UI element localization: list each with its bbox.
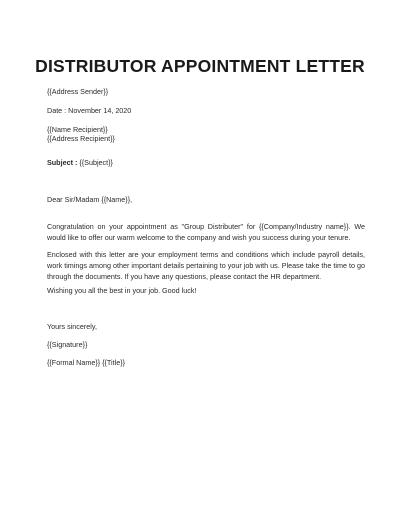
subject-value: {{Subject}} bbox=[77, 158, 113, 167]
date-line: Date : November 14, 2020 bbox=[47, 106, 132, 115]
signature-placeholder: {{Signature}} bbox=[47, 340, 88, 349]
salutation: Dear Sir/Madam {{Name}}, bbox=[47, 195, 133, 204]
paragraph-enclosed-terms: Enclosed with this letter are your employment terms and conditions which include payroll details, work timings among other important details pertaining to your job with us. Please take the time to go through the documents. If you have any questions, please contact the HR department. bbox=[47, 250, 365, 281]
document-title: DISTRIBUTOR APPOINTMENT LETTER bbox=[35, 56, 365, 76]
subject-label: Subject : bbox=[47, 158, 78, 167]
closing: Yours sincerely, bbox=[47, 322, 97, 331]
subject-line bbox=[47, 158, 113, 167]
name-recipient: {{Name Recipient}} bbox=[47, 125, 108, 134]
address-sender: {{Address Sender}} bbox=[47, 87, 109, 96]
formal-name-title: {{Formal Name}} {{Title}} bbox=[47, 358, 126, 367]
paragraph-appointment: Congratulation on your appointment as "Group Distributer" for {{Company/Industry name}}. We would like to offer our warm welcome to the company and wish you success during your tenure. bbox=[47, 222, 365, 242]
paragraph-good-luck: Wishing you all the best in your job. Good luck! bbox=[47, 286, 197, 295]
address-recipient: {{Address Recipient}} bbox=[47, 134, 115, 143]
